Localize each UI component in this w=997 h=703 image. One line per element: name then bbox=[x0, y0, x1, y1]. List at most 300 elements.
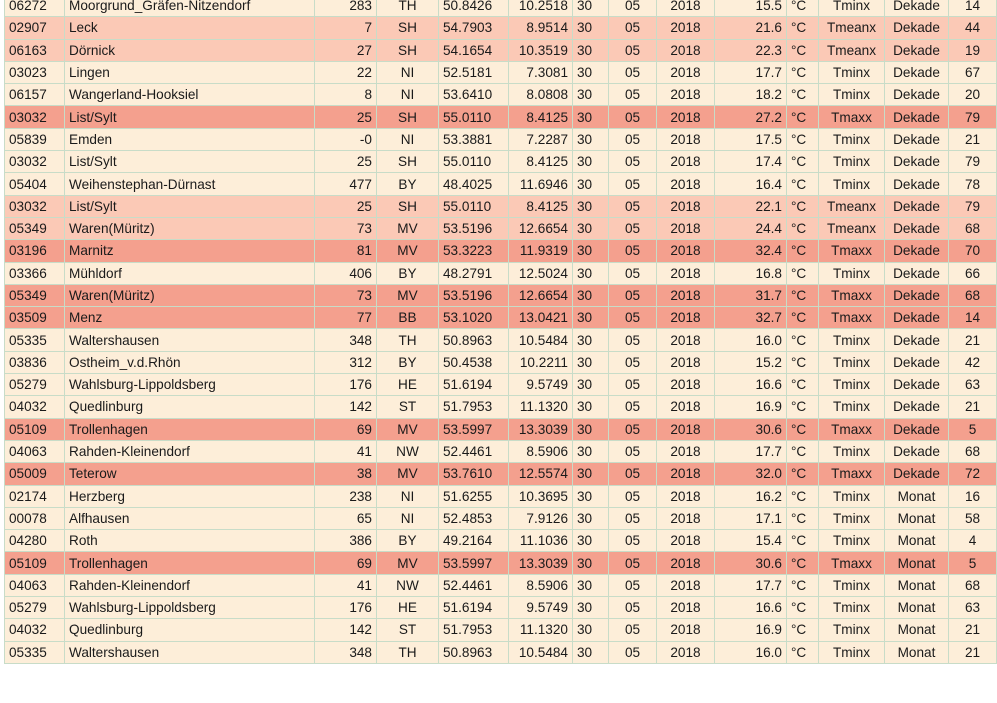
record-type-cell: Tminx bbox=[819, 173, 885, 195]
period-cell: Monat bbox=[885, 619, 949, 641]
latitude-cell: 55.0110 bbox=[439, 195, 509, 217]
day-cell: 30 bbox=[573, 485, 609, 507]
day-cell: 30 bbox=[573, 418, 609, 440]
temperature-cell: 16.9 bbox=[715, 619, 787, 641]
unit-cell: °C bbox=[787, 619, 819, 641]
period-cell: Monat bbox=[885, 507, 949, 529]
unit-cell: °C bbox=[787, 84, 819, 106]
record-type-cell: Tminx bbox=[819, 151, 885, 173]
rank-cell: 63 bbox=[949, 374, 997, 396]
month-cell: 05 bbox=[609, 440, 657, 462]
table-row bbox=[5, 619, 997, 641]
temperature-cell: 16.6 bbox=[715, 597, 787, 619]
period-cell: Dekade bbox=[885, 61, 949, 83]
table-row bbox=[5, 217, 997, 239]
station-id-cell: 03032 bbox=[5, 106, 65, 128]
month-cell: 05 bbox=[609, 329, 657, 351]
station-name-cell: Emden bbox=[65, 128, 315, 150]
record-type-cell: Tminx bbox=[819, 84, 885, 106]
station-id-cell: 04063 bbox=[5, 574, 65, 596]
altitude-cell: 142 bbox=[315, 619, 377, 641]
latitude-cell: 52.4853 bbox=[439, 507, 509, 529]
longitude-cell: 12.6654 bbox=[509, 217, 573, 239]
month-cell: 05 bbox=[609, 0, 657, 17]
month-cell: 05 bbox=[609, 597, 657, 619]
latitude-cell: 53.6410 bbox=[439, 84, 509, 106]
period-cell: Dekade bbox=[885, 329, 949, 351]
altitude-cell: -0 bbox=[315, 128, 377, 150]
latitude-cell: 51.7953 bbox=[439, 396, 509, 418]
latitude-cell: 54.1654 bbox=[439, 39, 509, 61]
record-type-cell: Tminx bbox=[819, 329, 885, 351]
table-row bbox=[5, 507, 997, 529]
state-cell: BY bbox=[377, 351, 439, 373]
unit-cell: °C bbox=[787, 507, 819, 529]
station-id-cell: 05109 bbox=[5, 418, 65, 440]
month-cell: 05 bbox=[609, 507, 657, 529]
longitude-cell: 10.2518 bbox=[509, 0, 573, 17]
station-id-cell: 06157 bbox=[5, 84, 65, 106]
month-cell: 05 bbox=[609, 106, 657, 128]
temperature-cell: 17.4 bbox=[715, 151, 787, 173]
latitude-cell: 51.6255 bbox=[439, 485, 509, 507]
period-cell: Monat bbox=[885, 597, 949, 619]
station-id-cell: 00078 bbox=[5, 507, 65, 529]
record-type-cell: Tminx bbox=[819, 507, 885, 529]
record-type-cell: Tmeanx bbox=[819, 39, 885, 61]
longitude-cell: 9.5749 bbox=[509, 374, 573, 396]
rank-cell: 4 bbox=[949, 530, 997, 552]
station-id-cell: 03023 bbox=[5, 61, 65, 83]
unit-cell: °C bbox=[787, 128, 819, 150]
period-cell: Dekade bbox=[885, 39, 949, 61]
station-name-cell: Teterow bbox=[65, 463, 315, 485]
year-cell: 2018 bbox=[657, 597, 715, 619]
year-cell: 2018 bbox=[657, 307, 715, 329]
station-id-cell: 03366 bbox=[5, 262, 65, 284]
period-cell: Dekade bbox=[885, 128, 949, 150]
station-id-cell: 02907 bbox=[5, 17, 65, 39]
year-cell: 2018 bbox=[657, 39, 715, 61]
unit-cell: °C bbox=[787, 463, 819, 485]
day-cell: 30 bbox=[573, 574, 609, 596]
table-row bbox=[5, 574, 997, 596]
state-cell: NW bbox=[377, 440, 439, 462]
record-type-cell: Tminx bbox=[819, 128, 885, 150]
table-body bbox=[5, 0, 997, 663]
altitude-cell: 348 bbox=[315, 641, 377, 663]
altitude-cell: 25 bbox=[315, 195, 377, 217]
month-cell: 05 bbox=[609, 307, 657, 329]
table-row bbox=[5, 284, 997, 306]
month-cell: 05 bbox=[609, 39, 657, 61]
table-row bbox=[5, 440, 997, 462]
latitude-cell: 50.8963 bbox=[439, 641, 509, 663]
station-id-cell: 05335 bbox=[5, 329, 65, 351]
period-cell: Dekade bbox=[885, 151, 949, 173]
record-type-cell: Tminx bbox=[819, 530, 885, 552]
day-cell: 30 bbox=[573, 619, 609, 641]
table-row bbox=[5, 106, 997, 128]
altitude-cell: 73 bbox=[315, 284, 377, 306]
month-cell: 05 bbox=[609, 552, 657, 574]
longitude-cell: 10.5484 bbox=[509, 329, 573, 351]
year-cell: 2018 bbox=[657, 240, 715, 262]
latitude-cell: 51.6194 bbox=[439, 597, 509, 619]
period-cell: Dekade bbox=[885, 84, 949, 106]
unit-cell: °C bbox=[787, 552, 819, 574]
station-id-cell: 04032 bbox=[5, 396, 65, 418]
latitude-cell: 54.7903 bbox=[439, 17, 509, 39]
altitude-cell: 176 bbox=[315, 374, 377, 396]
temperature-cell: 17.7 bbox=[715, 574, 787, 596]
state-cell: MV bbox=[377, 463, 439, 485]
station-id-cell: 04063 bbox=[5, 440, 65, 462]
year-cell: 2018 bbox=[657, 552, 715, 574]
altitude-cell: 176 bbox=[315, 597, 377, 619]
longitude-cell: 11.6946 bbox=[509, 173, 573, 195]
period-cell: Dekade bbox=[885, 173, 949, 195]
altitude-cell: 73 bbox=[315, 217, 377, 239]
altitude-cell: 41 bbox=[315, 574, 377, 596]
table-row bbox=[5, 307, 997, 329]
period-cell: Dekade bbox=[885, 396, 949, 418]
latitude-cell: 53.5196 bbox=[439, 284, 509, 306]
day-cell: 30 bbox=[573, 17, 609, 39]
day-cell: 30 bbox=[573, 0, 609, 17]
rank-cell: 21 bbox=[949, 641, 997, 663]
longitude-cell: 11.1036 bbox=[509, 530, 573, 552]
state-cell: SH bbox=[377, 195, 439, 217]
altitude-cell: 25 bbox=[315, 151, 377, 173]
state-cell: BY bbox=[377, 173, 439, 195]
record-type-cell: Tminx bbox=[819, 619, 885, 641]
longitude-cell: 13.0421 bbox=[509, 307, 573, 329]
record-type-cell: Tminx bbox=[819, 61, 885, 83]
day-cell: 30 bbox=[573, 463, 609, 485]
rank-cell: 72 bbox=[949, 463, 997, 485]
temperature-cell: 32.4 bbox=[715, 240, 787, 262]
day-cell: 30 bbox=[573, 39, 609, 61]
month-cell: 05 bbox=[609, 195, 657, 217]
state-cell: MV bbox=[377, 217, 439, 239]
unit-cell: °C bbox=[787, 106, 819, 128]
station-name-cell: Herzberg bbox=[65, 485, 315, 507]
temperature-cell: 17.7 bbox=[715, 61, 787, 83]
station-id-cell: 05335 bbox=[5, 641, 65, 663]
month-cell: 05 bbox=[609, 17, 657, 39]
day-cell: 30 bbox=[573, 106, 609, 128]
day-cell: 30 bbox=[573, 195, 609, 217]
year-cell: 2018 bbox=[657, 128, 715, 150]
station-name-cell: Menz bbox=[65, 307, 315, 329]
longitude-cell: 7.3081 bbox=[509, 61, 573, 83]
temperature-cell: 24.4 bbox=[715, 217, 787, 239]
day-cell: 30 bbox=[573, 374, 609, 396]
station-name-cell: Waltershausen bbox=[65, 329, 315, 351]
day-cell: 30 bbox=[573, 128, 609, 150]
table-row bbox=[5, 485, 997, 507]
state-cell: MV bbox=[377, 284, 439, 306]
station-id-cell: 05839 bbox=[5, 128, 65, 150]
rank-cell: 66 bbox=[949, 262, 997, 284]
record-type-cell: Tminx bbox=[819, 396, 885, 418]
station-name-cell: List/Sylt bbox=[65, 195, 315, 217]
temperature-cell: 16.6 bbox=[715, 374, 787, 396]
station-name-cell: Trollenhagen bbox=[65, 552, 315, 574]
altitude-cell: 27 bbox=[315, 39, 377, 61]
state-cell: MV bbox=[377, 552, 439, 574]
longitude-cell: 11.1320 bbox=[509, 619, 573, 641]
longitude-cell: 8.4125 bbox=[509, 151, 573, 173]
state-cell: TH bbox=[377, 329, 439, 351]
unit-cell: °C bbox=[787, 217, 819, 239]
rank-cell: 63 bbox=[949, 597, 997, 619]
year-cell: 2018 bbox=[657, 418, 715, 440]
unit-cell: °C bbox=[787, 574, 819, 596]
longitude-cell: 13.3039 bbox=[509, 552, 573, 574]
year-cell: 2018 bbox=[657, 463, 715, 485]
unit-cell: °C bbox=[787, 307, 819, 329]
day-cell: 30 bbox=[573, 284, 609, 306]
altitude-cell: 41 bbox=[315, 440, 377, 462]
station-name-cell: Roth bbox=[65, 530, 315, 552]
rank-cell: 79 bbox=[949, 151, 997, 173]
month-cell: 05 bbox=[609, 173, 657, 195]
temperature-cell: 32.7 bbox=[715, 307, 787, 329]
temperature-cell: 16.8 bbox=[715, 262, 787, 284]
year-cell: 2018 bbox=[657, 574, 715, 596]
record-type-cell: Tmaxx bbox=[819, 552, 885, 574]
station-name-cell: Waren(Müritz) bbox=[65, 217, 315, 239]
longitude-cell: 7.9126 bbox=[509, 507, 573, 529]
state-cell: NI bbox=[377, 485, 439, 507]
period-cell: Monat bbox=[885, 641, 949, 663]
temperature-cell: 16.0 bbox=[715, 641, 787, 663]
latitude-cell: 50.8963 bbox=[439, 329, 509, 351]
state-cell: HE bbox=[377, 374, 439, 396]
state-cell: HE bbox=[377, 597, 439, 619]
table-row bbox=[5, 17, 997, 39]
unit-cell: °C bbox=[787, 0, 819, 17]
day-cell: 30 bbox=[573, 597, 609, 619]
altitude-cell: 22 bbox=[315, 61, 377, 83]
table-row bbox=[5, 597, 997, 619]
station-name-cell: List/Sylt bbox=[65, 106, 315, 128]
year-cell: 2018 bbox=[657, 0, 715, 17]
unit-cell: °C bbox=[787, 262, 819, 284]
state-cell: TH bbox=[377, 641, 439, 663]
record-type-cell: Tminx bbox=[819, 262, 885, 284]
temperature-cell: 15.4 bbox=[715, 530, 787, 552]
state-cell: NI bbox=[377, 128, 439, 150]
unit-cell: °C bbox=[787, 351, 819, 373]
state-cell: SH bbox=[377, 39, 439, 61]
station-name-cell: Waren(Müritz) bbox=[65, 284, 315, 306]
year-cell: 2018 bbox=[657, 329, 715, 351]
table-row bbox=[5, 61, 997, 83]
latitude-cell: 53.3223 bbox=[439, 240, 509, 262]
station-name-cell: Quedlinburg bbox=[65, 619, 315, 641]
month-cell: 05 bbox=[609, 418, 657, 440]
latitude-cell: 53.5997 bbox=[439, 552, 509, 574]
altitude-cell: 348 bbox=[315, 329, 377, 351]
altitude-cell: 38 bbox=[315, 463, 377, 485]
temperature-cell: 18.2 bbox=[715, 84, 787, 106]
table-row bbox=[5, 173, 997, 195]
rank-cell: 58 bbox=[949, 507, 997, 529]
record-type-cell: Tminx bbox=[819, 374, 885, 396]
month-cell: 05 bbox=[609, 641, 657, 663]
state-cell: SH bbox=[377, 106, 439, 128]
day-cell: 30 bbox=[573, 507, 609, 529]
rank-cell: 44 bbox=[949, 17, 997, 39]
altitude-cell: 7 bbox=[315, 17, 377, 39]
year-cell: 2018 bbox=[657, 507, 715, 529]
temperature-cell: 32.0 bbox=[715, 463, 787, 485]
state-cell: TH bbox=[377, 0, 439, 17]
temperature-cell: 27.2 bbox=[715, 106, 787, 128]
station-id-cell: 05009 bbox=[5, 463, 65, 485]
record-type-cell: Tminx bbox=[819, 597, 885, 619]
temperature-cell: 16.4 bbox=[715, 173, 787, 195]
station-name-cell: Wangerland-Hooksiel bbox=[65, 84, 315, 106]
altitude-cell: 283 bbox=[315, 0, 377, 17]
unit-cell: °C bbox=[787, 195, 819, 217]
unit-cell: °C bbox=[787, 61, 819, 83]
record-type-cell: Tminx bbox=[819, 485, 885, 507]
day-cell: 30 bbox=[573, 440, 609, 462]
altitude-cell: 477 bbox=[315, 173, 377, 195]
day-cell: 30 bbox=[573, 307, 609, 329]
latitude-cell: 52.4461 bbox=[439, 574, 509, 596]
month-cell: 05 bbox=[609, 84, 657, 106]
temperature-cell: 31.7 bbox=[715, 284, 787, 306]
period-cell: Dekade bbox=[885, 17, 949, 39]
station-name-cell: Marnitz bbox=[65, 240, 315, 262]
rank-cell: 20 bbox=[949, 84, 997, 106]
record-type-cell: Tmaxx bbox=[819, 284, 885, 306]
table-row bbox=[5, 240, 997, 262]
station-id-cell: 03032 bbox=[5, 151, 65, 173]
period-cell: Dekade bbox=[885, 374, 949, 396]
altitude-cell: 238 bbox=[315, 485, 377, 507]
state-cell: BB bbox=[377, 307, 439, 329]
period-cell: Dekade bbox=[885, 284, 949, 306]
station-name-cell: Wahlsburg-Lippoldsberg bbox=[65, 374, 315, 396]
altitude-cell: 312 bbox=[315, 351, 377, 373]
state-cell: NI bbox=[377, 84, 439, 106]
day-cell: 30 bbox=[573, 530, 609, 552]
latitude-cell: 52.5181 bbox=[439, 61, 509, 83]
altitude-cell: 65 bbox=[315, 507, 377, 529]
period-cell: Dekade bbox=[885, 195, 949, 217]
month-cell: 05 bbox=[609, 262, 657, 284]
period-cell: Dekade bbox=[885, 106, 949, 128]
station-id-cell: 03196 bbox=[5, 240, 65, 262]
station-id-cell: 05349 bbox=[5, 217, 65, 239]
period-cell: Dekade bbox=[885, 217, 949, 239]
latitude-cell: 50.4538 bbox=[439, 351, 509, 373]
longitude-cell: 8.4125 bbox=[509, 195, 573, 217]
table-row bbox=[5, 195, 997, 217]
record-type-cell: Tmeanx bbox=[819, 217, 885, 239]
period-cell: Dekade bbox=[885, 240, 949, 262]
period-cell: Monat bbox=[885, 574, 949, 596]
latitude-cell: 53.7610 bbox=[439, 463, 509, 485]
temperature-cell: 16.0 bbox=[715, 329, 787, 351]
year-cell: 2018 bbox=[657, 151, 715, 173]
record-type-cell: Tminx bbox=[819, 0, 885, 17]
record-type-cell: Tmaxx bbox=[819, 418, 885, 440]
longitude-cell: 10.3695 bbox=[509, 485, 573, 507]
unit-cell: °C bbox=[787, 440, 819, 462]
latitude-cell: 51.6194 bbox=[439, 374, 509, 396]
station-name-cell: Trollenhagen bbox=[65, 418, 315, 440]
year-cell: 2018 bbox=[657, 173, 715, 195]
table-row bbox=[5, 396, 997, 418]
month-cell: 05 bbox=[609, 530, 657, 552]
latitude-cell: 53.1020 bbox=[439, 307, 509, 329]
latitude-cell: 52.4461 bbox=[439, 440, 509, 462]
month-cell: 05 bbox=[609, 485, 657, 507]
state-cell: SH bbox=[377, 17, 439, 39]
month-cell: 05 bbox=[609, 284, 657, 306]
temperature-cell: 21.6 bbox=[715, 17, 787, 39]
temperature-cell: 30.6 bbox=[715, 418, 787, 440]
day-cell: 30 bbox=[573, 351, 609, 373]
day-cell: 30 bbox=[573, 61, 609, 83]
longitude-cell: 10.3519 bbox=[509, 39, 573, 61]
state-cell: MV bbox=[377, 418, 439, 440]
period-cell: Dekade bbox=[885, 463, 949, 485]
table-row bbox=[5, 641, 997, 663]
day-cell: 30 bbox=[573, 240, 609, 262]
station-id-cell: 05109 bbox=[5, 552, 65, 574]
station-name-cell: Wahlsburg-Lippoldsberg bbox=[65, 597, 315, 619]
longitude-cell: 10.2211 bbox=[509, 351, 573, 373]
rank-cell: 21 bbox=[949, 329, 997, 351]
month-cell: 05 bbox=[609, 396, 657, 418]
unit-cell: °C bbox=[787, 39, 819, 61]
temperature-cell: 17.5 bbox=[715, 128, 787, 150]
longitude-cell: 12.5024 bbox=[509, 262, 573, 284]
latitude-cell: 48.2791 bbox=[439, 262, 509, 284]
rank-cell: 21 bbox=[949, 396, 997, 418]
day-cell: 30 bbox=[573, 329, 609, 351]
table-row bbox=[5, 374, 997, 396]
station-name-cell: Weihenstephan-Dürnast bbox=[65, 173, 315, 195]
year-cell: 2018 bbox=[657, 262, 715, 284]
period-cell: Monat bbox=[885, 530, 949, 552]
month-cell: 05 bbox=[609, 151, 657, 173]
station-name-cell: Rahden-Kleinendorf bbox=[65, 440, 315, 462]
year-cell: 2018 bbox=[657, 195, 715, 217]
rank-cell: 79 bbox=[949, 106, 997, 128]
record-type-cell: Tminx bbox=[819, 351, 885, 373]
day-cell: 30 bbox=[573, 641, 609, 663]
rank-cell: 78 bbox=[949, 173, 997, 195]
station-name-cell: Rahden-Kleinendorf bbox=[65, 574, 315, 596]
unit-cell: °C bbox=[787, 530, 819, 552]
rank-cell: 67 bbox=[949, 61, 997, 83]
table-row bbox=[5, 0, 997, 17]
state-cell: SH bbox=[377, 151, 439, 173]
record-type-cell: Tminx bbox=[819, 440, 885, 462]
day-cell: 30 bbox=[573, 151, 609, 173]
table-row bbox=[5, 151, 997, 173]
unit-cell: °C bbox=[787, 641, 819, 663]
